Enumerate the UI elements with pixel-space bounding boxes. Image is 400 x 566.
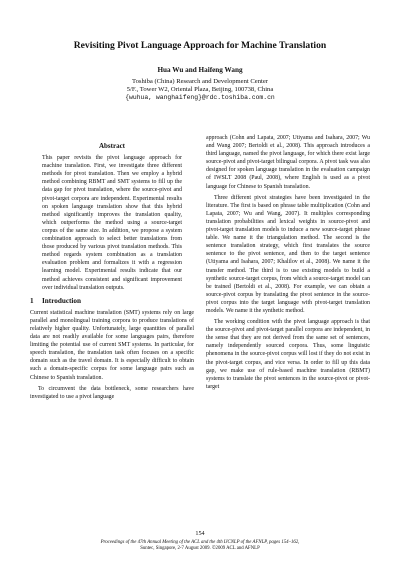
right-column <box>206 134 370 391</box>
section-number: 1 <box>30 296 34 305</box>
author-emails: {wuhua, wanghaifeng}@rdc.toshiba.com.cn <box>125 94 275 101</box>
introduction-paragraph-2: To circumvent the data bottleneck, some researchers have investigated to use a pivot language <box>30 385 194 400</box>
right-paragraph-2: Three different pivot strategies have been investigated in the literature. The first is based on phrase table multiplication (Cohn and Lapata, 2007; Wu and Wang, 2007). It multiples corresponding translation probabilities and lexical weights in source-pivot and pivot-target translation models to induce a new source-target phrase table. We name it the triangulation method. The second is the sentence translation strategy, which first translates the source sentence to the pivot sentence, and then to the target sentence (Utiyama and Isahara, 2007; Khalilov et al., 2008). We name it the transfer method. The third is to use existing models to build a synthetic source-target corpus, from which a source-target model can be trained (Bertoldi et al., 2008). For example, we can obtain a source-pivot corpus by translating the pivot sentence in the source-pivot corpus into the target language with pivot-target translation models. We name it the synthetic method. <box>206 194 370 314</box>
abstract-heading: Abstract <box>98 142 126 150</box>
abstract-text: This paper revisits the pivot language approach for machine translation. First, we investigate three different methods for pivot translation. Then we employ a hybrid method combining RBMT and SMT systems to fill up the data gap for pivot translation, where the source-pivot and pivot-target corpora are independent. Experimental results on spoken language translation show that this hybrid method significantly improves the translation quality, which outperforms the method using a source-target corpus of the same size. In addition, we propose a system combination approach to select better translations from those produced by various pivot translation methods. This method regards system combination as a translation evaluation problem and formalizes it with a regression learning model. Experimental results indicate that our method achieves consistent and significant improvement over individual translation outputs. <box>42 155 182 291</box>
right-paragraph-3: The working condition with the pivot language approach is that the source-pivot and pivot-target parallel corpora are independent, in the sense that they are not derived from the same set of sentences, namely independently sourced corpora. Thus, some linguistic phenomena in the source-pivot corpus will lost if they do not exist in the pivot-target corpus, and vice versa. In order to fill up this data gap, we make use of rule-based machine translation (RBMT) systems to translate the pivot sentences in the source-pivot or pivot-target <box>206 319 370 390</box>
page-number: 154 <box>195 530 205 537</box>
affiliation-line-2: 5/F., Tower W2, Oriental Plaza, Beijing, 100738, China <box>126 86 274 93</box>
paper-authors: Hua Wu and Haifeng Wang <box>157 66 243 74</box>
section-title: Introduction <box>42 296 82 305</box>
footer-line-1: Proceedings of the 47th Annual Meeting of the ACL and the 4th IJCNLP of the AFNLP, pages 154–162, <box>100 540 300 545</box>
proceedings-footer <box>0 540 400 553</box>
paper-title: Revisiting Pivot Language Approach for Machine Translation <box>73 40 327 51</box>
introduction-paragraph-1: Current statistical machine translation (SMT) systems rely on large parallel and monolingual training corpora to produce translations of relatively higher quality. Unfortunately, large quantities of parallel data are not readily available for some languages pairs, therefore limiting the potential use of current SMT systems. In particular, for speech translation, the translation task often focuses on a specific domain such as the travel domain. It is especially difficult to obtain such a domain-specific corpus for some language pairs such as Chinese to Spanish translation. <box>30 309 194 381</box>
section-heading-introduction <box>30 297 194 305</box>
left-column <box>30 136 194 401</box>
affiliation-line-1: Toshiba (China) Research and Development Center <box>132 78 268 85</box>
right-paragraph-1: approach (Cohn and Lapata, 2007; Utiyama and Isahara, 2007; Wu and Wang 2007; Bertoldi et al., 2008). This approach introduces a third language, named the pivot language, for which there exist large source-pivot and pivot-target bilingual corpora. A pivot task was also designed for spoken language translation in the evaluation campaign of IWSLT 2008 (Paul, 2008), where English is used as a pivot language for Chinese to Spanish translation. <box>206 135 370 190</box>
footer-line-2: Suntec, Singapore, 2-7 August 2009. ©2009 ACL and AFNLP <box>140 546 260 552</box>
